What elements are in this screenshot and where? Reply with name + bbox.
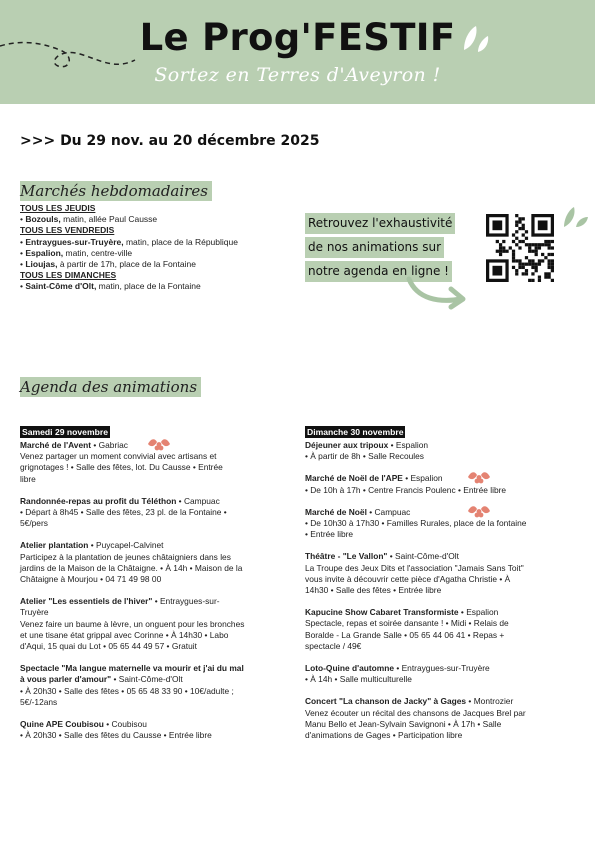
page-subtitle: Sortez en Terres d'Aveyron ! xyxy=(154,64,441,86)
leaf-icon xyxy=(562,205,590,229)
markets-section-title: Marchés hebdomadaires xyxy=(20,181,212,201)
separator: • xyxy=(402,473,411,484)
agenda-event xyxy=(305,663,555,685)
event-place: Montrozier xyxy=(473,696,514,707)
separator: • xyxy=(176,495,184,506)
event-detail: • À 20h30 • Salle des fêtes • 05 65 48 33 90 • 10€/adulte ; xyxy=(20,685,234,696)
header-banner xyxy=(0,0,595,104)
agenda-event xyxy=(20,496,270,530)
market-item: • Saint-Côme d'Olt, matin, place de la Fontaine xyxy=(20,281,201,292)
event-place: Coubisou xyxy=(111,719,147,730)
event-heading xyxy=(20,540,270,551)
market-day-heading: TOUS LES JEUDIS xyxy=(20,203,96,213)
event-heading xyxy=(305,663,555,674)
event-name: Déjeuner aux tripoux xyxy=(305,440,389,450)
agenda-event xyxy=(20,719,270,741)
event-detail: grignotages ! • Salle des fêtes, lot. Du Causse • Entrée xyxy=(20,462,223,473)
event-name: Spectacle "Ma langue maternelle va mourir et j'ai du mal xyxy=(20,663,244,674)
event-detail: d'Aqui, 15 quai du Lot • 05 65 44 49 57 • Gratuit xyxy=(20,641,197,652)
event-place: Espalion xyxy=(395,440,429,450)
market-detail: matin, place de la Fontaine xyxy=(96,281,201,292)
event-detail: Truyère xyxy=(20,607,49,618)
market-town: Saint-Côme d'Olt, xyxy=(25,281,97,292)
event-place: Campuac xyxy=(374,506,411,517)
separator: • xyxy=(88,540,96,551)
market-day-heading: TOUS LES VENDREDIS xyxy=(20,225,115,236)
agenda-event xyxy=(305,551,555,596)
event-name: Marché de Noël de l'APE xyxy=(305,473,403,484)
event-heading xyxy=(305,696,555,707)
market-detail: à partir de 17h, place de la Fontaine xyxy=(57,259,196,270)
page-title: Le Prog'FESTIF xyxy=(139,16,456,59)
event-place: Entraygues-sur-Truyère xyxy=(401,663,490,674)
event-heading xyxy=(305,551,555,562)
event-place: Espalion xyxy=(410,473,443,484)
event-detail: Venez partager un moment convivial avec artisans et xyxy=(20,451,217,462)
event-place: Gabriac xyxy=(98,440,128,450)
separator: • xyxy=(111,674,119,685)
day-heading: Samedi 29 novembre xyxy=(22,427,108,437)
event-detail: libre xyxy=(20,473,36,484)
market-item: • Lioujas, à partir de 17h, place de la Fontaine xyxy=(20,259,196,270)
event-place: Campuac xyxy=(183,495,220,506)
event-detail: • À partir de 8h • Salle Recoules xyxy=(305,451,424,462)
separator: • xyxy=(387,551,395,562)
event-place: Espalion xyxy=(466,607,499,618)
date-range: >>> Du 29 nov. au 20 décembre 2025 xyxy=(20,133,320,149)
market-detail: matin, place de la République xyxy=(123,236,238,247)
event-heading xyxy=(20,496,270,507)
market-town: Bozouls, xyxy=(25,214,61,225)
event-detail: Manu Bello et Jean-Sylvain Savignoni • À 17h • Salle xyxy=(305,718,502,729)
agenda-event xyxy=(305,507,555,541)
event-place: Puycapel-Calvinet xyxy=(96,540,164,551)
market-item: • Entraygues-sur-Truyère, matin, place de la République xyxy=(20,236,238,247)
event-place: Saint-Côme-d'Olt xyxy=(395,551,459,562)
event-heading xyxy=(305,473,555,484)
event-detail: 14h30 • Salle des fêtes • Entrée libre xyxy=(305,585,442,596)
agenda-event xyxy=(20,596,270,652)
market-detail: matin, centre-ville xyxy=(63,247,133,258)
event-detail: • De 10h à 17h • Centre Francis Poulenc • Entrée libre xyxy=(305,484,507,495)
holly-icon xyxy=(145,434,173,454)
event-place: Entraygues-sur- xyxy=(159,596,220,607)
event-name: Concert "La chanson de Jacky" à Gages xyxy=(305,696,467,707)
market-day-heading: TOUS LES DIMANCHES xyxy=(20,270,117,281)
separator: • xyxy=(394,663,402,674)
agenda-event xyxy=(20,440,270,485)
agenda-section-title: Agenda des animations xyxy=(20,377,201,397)
separator: • xyxy=(103,719,112,730)
holly-icon xyxy=(465,501,493,521)
separator: • xyxy=(458,607,467,618)
market-town: Lioujas, xyxy=(25,259,58,270)
agenda-event xyxy=(305,607,555,652)
separator: • xyxy=(91,440,99,450)
separator: • xyxy=(466,696,474,707)
event-heading xyxy=(20,596,270,607)
event-detail: Venez faire un baume à lèvre, un onguent pour les bronches xyxy=(20,618,245,629)
event-detail: • Entrée libre xyxy=(305,529,354,540)
agenda-event xyxy=(305,696,555,741)
event-heading xyxy=(305,607,555,618)
promo-line: notre agenda en ligne ! xyxy=(305,261,452,282)
promo-line: Retrouvez l'exhaustivité xyxy=(305,213,455,234)
separator: • xyxy=(152,596,160,607)
agenda-event xyxy=(305,440,555,462)
separator: • xyxy=(366,506,375,517)
event-place: Saint-Côme-d'Olt xyxy=(118,674,183,685)
promo-line: de nos animations sur xyxy=(305,237,444,258)
event-name: Kapucine Show Cabaret Transformiste xyxy=(305,607,459,618)
event-detail: Spectacle, repas et soirée dansante ! • Midi • Relais de xyxy=(305,618,509,629)
event-detail: Châtaigne à Mourjou • 04 71 49 98 00 xyxy=(20,574,162,585)
event-detail: • À 14h • Salle multiculturelle xyxy=(305,674,412,685)
event-name: Randonnée-repas au profit du Téléthon xyxy=(20,495,177,506)
event-detail: d'animations de Gages • Participation libre xyxy=(305,730,463,741)
event-detail: vous invite à découvrir cette pièce d'Agatha Christie • À xyxy=(305,573,511,584)
event-detail: Participez à la plantation de jeunes châtaigniers dans les xyxy=(20,551,231,562)
event-detail: • De 10h30 à 17h30 • Familles Rurales, place de la fontaine xyxy=(305,518,527,529)
event-name: Théâtre - "Le Vallon" xyxy=(305,551,388,562)
event-heading xyxy=(305,440,555,451)
market-town: Espalion, xyxy=(25,247,64,258)
event-detail: • À 20h30 • Salle des fêtes du Causse • Entrée libre xyxy=(20,730,212,741)
event-detail: 5€/-12ans xyxy=(20,696,58,707)
event-detail: spectacle / 49€ xyxy=(305,640,362,651)
leaf-icon xyxy=(462,24,490,54)
holly-icon xyxy=(465,467,493,487)
agenda-event xyxy=(20,540,270,585)
agenda-event xyxy=(305,473,555,495)
agenda-event xyxy=(20,663,270,708)
market-item: • Bozouls, matin, allée Paul Causse xyxy=(20,214,158,225)
agenda-column-saturday xyxy=(20,426,270,752)
curved-arrow-icon xyxy=(405,275,470,313)
markets-list xyxy=(20,203,290,293)
separator: • xyxy=(388,440,396,450)
agenda-column-sunday xyxy=(305,426,555,752)
event-heading xyxy=(20,663,270,685)
event-detail: • Départ à 8h45 • Salle des fêtes, 23 pl. de la Fontaine • xyxy=(20,507,227,518)
event-name: Marché de l'Avent xyxy=(20,440,92,450)
qr-code-icon[interactable] xyxy=(486,214,554,282)
event-name: à vous parler d'amour" xyxy=(20,674,112,685)
event-detail: jardins de la Maison de la Châtaigne. • À 14h • Maison de la xyxy=(20,562,243,573)
event-name: Marché de Noël xyxy=(305,506,367,517)
event-name: Quine APE Coubisou xyxy=(20,719,104,730)
day-heading: Dimanche 30 novembre xyxy=(307,427,404,437)
event-name: Atelier "Les essentiels de l'hiver" xyxy=(20,596,153,607)
event-detail: 5€/pers xyxy=(20,518,48,529)
event-detail: Boralde - La Grande Salle • 05 65 44 06 41 • Repas + xyxy=(305,629,505,640)
market-item: • Espalion, matin, centre-ville xyxy=(20,247,133,258)
event-detail: La Troupe des Jeux Dits et l'association "Jamais Sans Toit" xyxy=(305,562,524,573)
event-heading xyxy=(305,507,555,518)
event-name: Loto-Quine d'automne xyxy=(305,663,394,674)
event-name: Atelier plantation xyxy=(20,540,89,551)
event-detail: et une tisane état grippal avec Corinne • À 14h30 • Labo xyxy=(20,629,229,640)
event-heading xyxy=(20,719,270,730)
market-town: Entraygues-sur-Truyère, xyxy=(25,236,124,247)
event-detail: Venez écouter un récital des chansons de Jacques Brel par xyxy=(305,707,526,718)
market-detail: matin, allée Paul Causse xyxy=(60,214,158,225)
